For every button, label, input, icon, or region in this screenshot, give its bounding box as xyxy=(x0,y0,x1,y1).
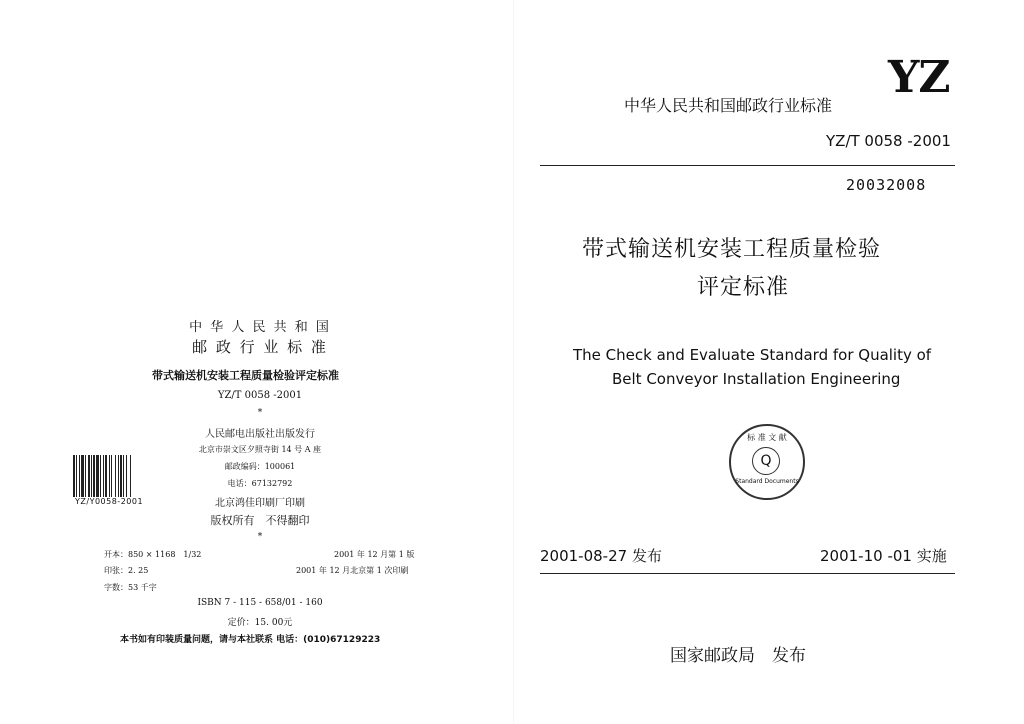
barcode-bar xyxy=(85,455,86,497)
barcode-bar xyxy=(111,455,112,497)
printer: 北京鸿佳印刷厂印刷 xyxy=(215,498,305,509)
sheets: 印张：2. 25 xyxy=(104,566,149,575)
publisher: 人民邮电出版社出版发行 xyxy=(205,429,315,440)
barcode-bar xyxy=(73,455,75,497)
barcode-bar xyxy=(105,455,107,497)
standard-code: YZ/T 0058 -2001 xyxy=(826,132,951,150)
publisher-address: 北京市崇文区夕照寺街 14 号 A 座 xyxy=(198,445,322,454)
barcode-bar xyxy=(123,455,124,497)
barcode-bar xyxy=(126,455,127,497)
book-format: 开本：850 × 1168 1/32 xyxy=(104,550,202,559)
barcode-bar xyxy=(91,455,92,497)
yz-logo: YZ xyxy=(888,52,950,103)
stamp-bottom-text: Standard Documents xyxy=(735,478,799,485)
price: 定价：15. 00元 xyxy=(227,618,293,628)
phone: 电话：67132792 xyxy=(227,479,293,488)
printing: 2001 年 12 月北京第 1 次印刷 xyxy=(296,566,409,575)
standard-type: 中华人民共和国邮政行业标准 xyxy=(624,96,833,115)
barcode-bar xyxy=(103,455,104,497)
country-name: 中 华 人 民 共 和 国 xyxy=(189,320,331,335)
header-rule xyxy=(540,165,955,166)
barcode-bar xyxy=(109,455,110,497)
barcode-bar xyxy=(88,455,90,497)
stamp-center-q: Q xyxy=(752,447,780,475)
barcode-bar xyxy=(96,455,99,497)
title-cn-line2: 评定标准 xyxy=(697,275,790,300)
title-cn-line1: 带式输送机安装工程质量检验 xyxy=(582,237,882,262)
barcode-bar xyxy=(79,455,80,497)
isbn: ISBN 7 - 115 - 658/01 - 160 xyxy=(197,598,323,608)
postcode: 邮政编码：100061 xyxy=(224,462,296,471)
book-title: 带式输送机安装工程质量检验评定标准 xyxy=(152,369,339,382)
word-count: 字数：53 千字 xyxy=(104,583,157,592)
library-stamp xyxy=(729,424,805,500)
barcode-text: YZ/Y0058-2001 xyxy=(75,497,144,506)
title-en-line1: The Check and Evaluate Standard for Quality of xyxy=(573,346,932,364)
edition: 2001 年 12 月第 1 版 xyxy=(334,550,415,559)
standard-series: 邮 政 行 业 标 准 xyxy=(192,338,328,356)
book-code: YZ/T 0058 -2001 xyxy=(217,390,303,401)
separator-star-2: * xyxy=(257,532,263,542)
serial-number: 20032008 xyxy=(846,176,927,194)
barcode-bar xyxy=(100,455,101,497)
issuing-authority: 国家邮政局 发布 xyxy=(670,646,806,666)
title-en-line2: Belt Conveyor Installation Engineering xyxy=(612,370,901,388)
separator-star: * xyxy=(257,408,263,418)
barcode-bar xyxy=(76,455,77,497)
barcode-bar xyxy=(120,455,122,497)
barcode-bar xyxy=(93,455,95,497)
date-rule xyxy=(540,573,955,574)
barcode-bar xyxy=(130,455,131,497)
quality-notice: 本书如有印装质量问题，请与本社联系 电话：(010)67129223 xyxy=(120,635,381,645)
barcode xyxy=(73,455,149,497)
stamp-top-text: 标 准 文 献 xyxy=(747,433,787,442)
barcode-bar xyxy=(118,455,119,497)
copyright: 版权所有 不得翻印 xyxy=(210,514,310,527)
issue-date: 2001-08-27 发布 xyxy=(540,547,662,565)
barcode-bar xyxy=(81,455,84,497)
barcode-bar xyxy=(115,455,116,497)
implement-date: 2001-10 -01 实施 xyxy=(820,547,947,565)
